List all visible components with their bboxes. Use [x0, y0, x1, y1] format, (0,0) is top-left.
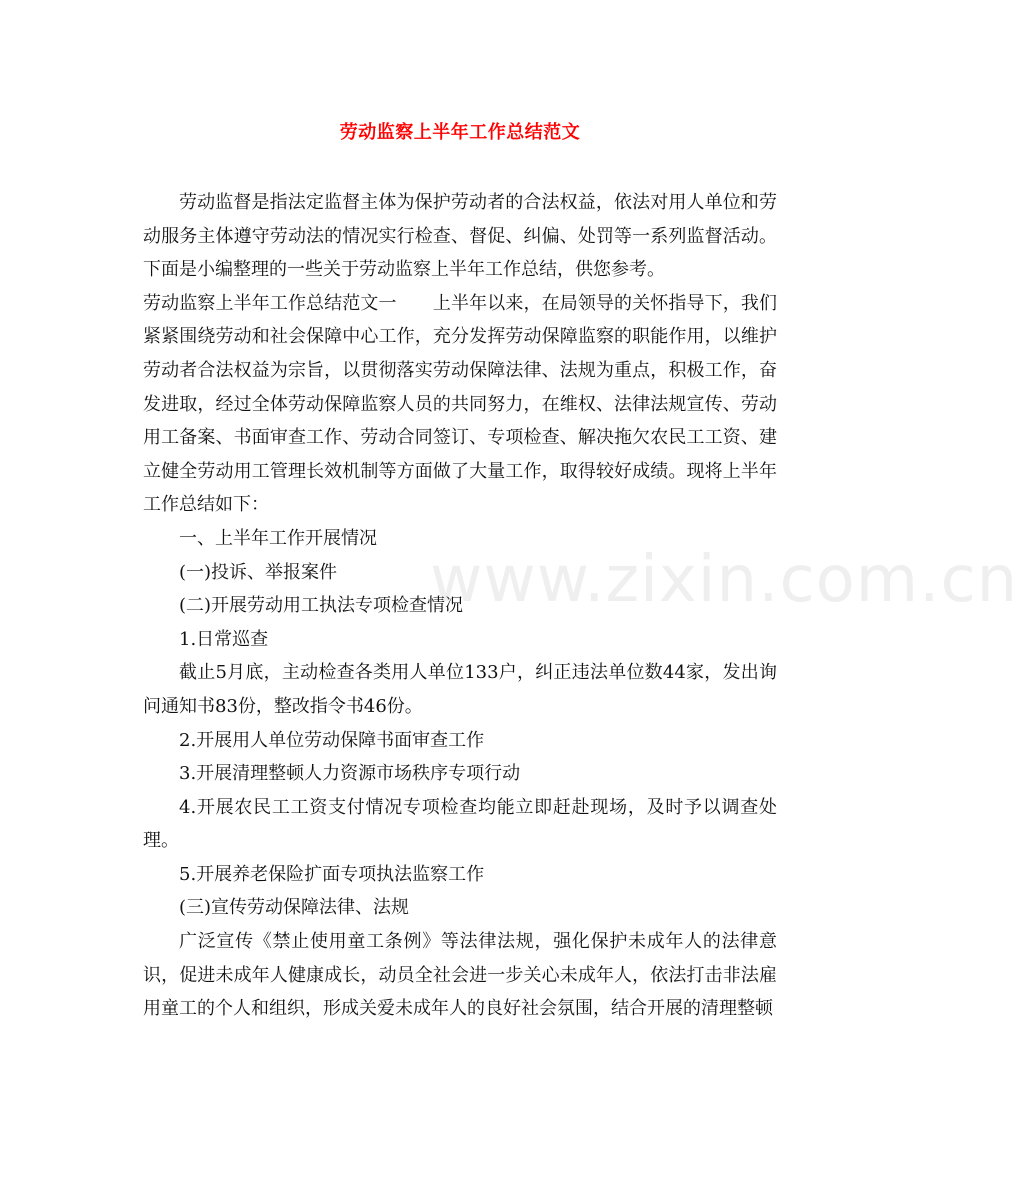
subheading-special-inspection: (二)开展劳动用工执法专项检查情况 [179, 595, 464, 617]
document-body [143, 186, 777, 1026]
daily-patrol-paragraph: 截止5月底，主动检查各类用人单位133户，纠正违法单位数44家，发出询问通知书83份，整改指令书46份。 [143, 662, 777, 717]
subheading-law-publicity: (三)宣传劳动保障法律、法规 [179, 897, 410, 919]
watermark-text: www.zixin.com.cn [430, 543, 1018, 617]
section-one-paragraph: 劳动监察上半年工作总结范文一 上半年以来，在局领导的关怀指导下，我们紧紧围绕劳动和社会保障中心工作，充分发挥劳动保障监察的职能作用，以维护劳动者合法权益为宗旨，以贯彻落实劳动保障法律、法规为重点，积极工作，奋发进取，经过全体劳动保障监察人员的共同努力，在维权、法律法规宣传、劳动用工备案、书面审查工作、劳动合同签订、专项检查、解决拖欠农民工工资、建立健全劳动用工管理长效机制等方面做了大量工作，取得较好成绩。现将上半年工作总结如下： [143, 292, 777, 516]
item-pension-expansion: 5.开展养老保险扩面专项执法监察工作 [179, 863, 485, 885]
closing-paragraph: 广泛宣传《禁止使用童工条例》等法律法规，强化保护未成年人的法律意识，促进未成年人健康成长，动员全社会进一步关心未成年人，依法打击非法雇用童工的个人和组织，形成关爱未成年人的良好社会氛围，结合开展的清理整顿 [143, 931, 777, 1020]
item-hr-market-cleanup: 3.开展清理整顿人力资源市场秩序专项行动 [179, 763, 521, 785]
item-wage-inspection: 4.开展农民工工资支付情况专项检查均能立即赶赴现场，及时予以调查处理。 [143, 796, 777, 852]
item-written-review: 2.开展用人单位劳动保障书面审查工作 [179, 729, 485, 751]
heading-first-half-work: 一、上半年工作开展情况 [179, 527, 377, 549]
subheading-complaints: (一)投诉、举报案件 [179, 561, 338, 583]
item-daily-patrol: 1.日常巡查 [179, 628, 269, 650]
intro-paragraph: 劳动监督是指法定监督主体为保护劳动者的合法权益，依法对用人单位和劳动服务主体遵守劳动法的情况实行检查、督促、纠偏、处罚等一系列监督活动。下面是小编整理的一些关于劳动监察上半年工作总结，供您参考。 [143, 192, 777, 281]
document-title: 劳动监察上半年工作总结范文 [339, 122, 581, 143]
